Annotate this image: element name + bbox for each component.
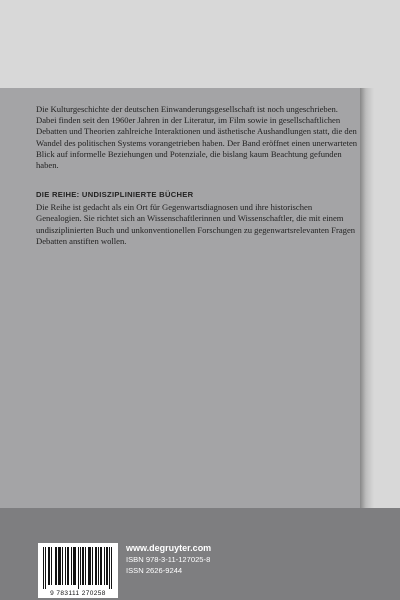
barcode-bar — [95, 547, 96, 585]
barcode-bar — [68, 547, 69, 585]
series-paragraph: Die Reihe ist gedacht als ein Ort für Gegenwartsdiagnosen und ihre historischen Genealogien. Sie richtet sich an Wissenschaftlerinnen und Wissenschaftler, die mit einem undisziplinierten Buch und unkonventionellen Forschungen zu gegenwartsrelevanten Fragen Debatten anstiften wollen. — [36, 202, 356, 246]
barcode-bar — [56, 547, 57, 585]
series-title: DIE REIHE: UNDISZIPLINIERTE BÜCHER — [36, 190, 194, 200]
isbn-number: ISBN 978-3-11-127025-8 — [126, 555, 211, 564]
barcode-bars — [43, 547, 113, 589]
barcode-bar — [49, 547, 50, 585]
cover-top-band — [0, 0, 400, 88]
barcode-bar — [85, 547, 86, 585]
barcode-bar — [60, 547, 61, 585]
barcode-bar — [96, 547, 97, 585]
barcode-bar — [98, 547, 99, 585]
barcode-bar — [75, 547, 76, 585]
barcode-bar — [67, 547, 68, 585]
barcode-digits: 9 783111 270258 — [50, 590, 106, 597]
barcode-bar — [90, 547, 91, 585]
barcode-bar — [74, 547, 75, 585]
cover-right-shadow — [360, 88, 400, 508]
description-paragraph: Die Kulturgeschichte der deutschen Einwanderungsgesellschaft ist noch ungeschrieben. Dabei finden seit den 1960er Jahren in der Literatur, im Film sowie in gesellschaftlichen Debatten und Theorien zahlreiche Interaktionen und ästhetische Aushandlungen statt, die den Wandel des politischen Systems vorangetrieben haben. Der Band eröffnet einen unerwarteten Blick auf informelle Beziehungen und Potenziale, die bislang kaum Beachtung gefunden haben. — [36, 104, 358, 171]
barcode-bar — [59, 547, 60, 585]
barcode-bar — [58, 547, 59, 585]
barcode-bar — [88, 547, 89, 585]
barcode-bar — [82, 547, 83, 585]
barcode-bar — [71, 547, 72, 585]
back-cover-text — [36, 104, 358, 247]
barcode-bar — [107, 547, 108, 585]
barcode-bar — [104, 547, 105, 585]
barcode-bar — [62, 547, 63, 585]
barcode-bar — [55, 547, 56, 585]
barcode-bar — [111, 547, 112, 589]
barcode-bar — [109, 547, 110, 589]
barcode-bar — [73, 547, 74, 585]
barcode-bar — [100, 547, 101, 585]
barcode-bar — [101, 547, 102, 585]
barcode-bar — [45, 547, 46, 589]
publisher-website[interactable]: www.degruyter.com — [126, 543, 212, 553]
barcode-bar — [78, 547, 79, 589]
barcode-bar — [80, 547, 81, 585]
barcode-bar — [92, 547, 93, 585]
barcode-bar — [51, 547, 52, 585]
barcode-bar — [83, 547, 84, 585]
barcode-bar — [106, 547, 107, 585]
barcode-bar — [48, 547, 49, 585]
issn-number: ISSN 2626-9244 — [126, 566, 183, 575]
isbn-barcode — [38, 543, 118, 598]
publisher-info — [126, 542, 211, 576]
barcode-bar — [65, 547, 66, 585]
barcode-bar — [89, 547, 90, 585]
barcode-bar — [43, 547, 44, 589]
